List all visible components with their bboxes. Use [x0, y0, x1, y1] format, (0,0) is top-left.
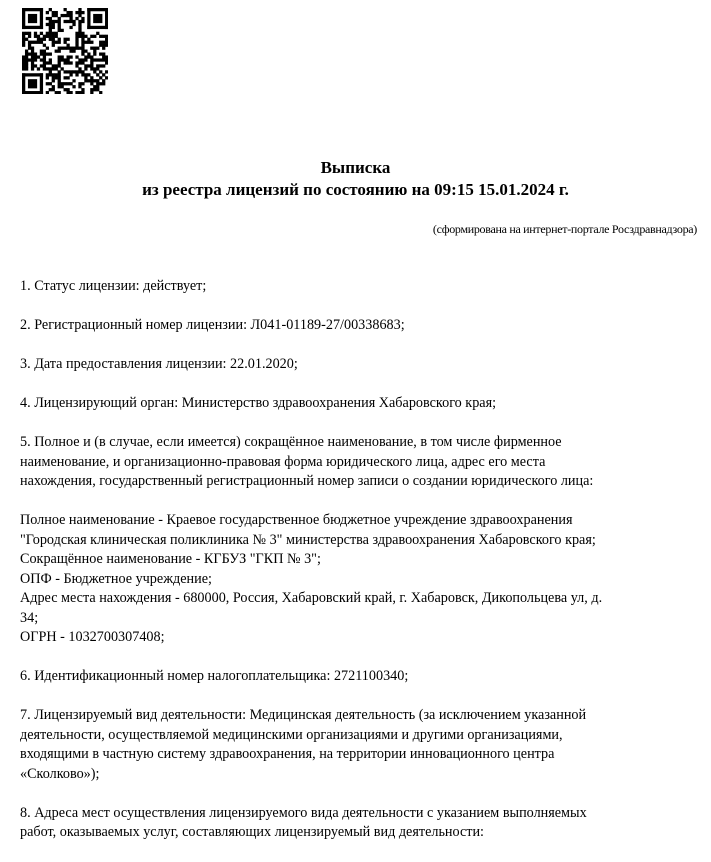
paragraph-line: «Сколково»);: [20, 765, 100, 782]
document-paragraph: [20, 433, 695, 492]
paragraph-line: 8. Адреса мест осуществления лицензируемого вида деятельности с указанием выполняемых: [20, 804, 587, 821]
paragraph-line: ОГРН - 1032700307408;: [20, 629, 165, 645]
document-subtitle: из реестра лицензий по состоянию на 09:15 15.01.2024 г.: [142, 180, 569, 199]
document-paragraph: [20, 316, 695, 336]
paragraph-line: нахождения, государственный регистрационный номер записи о создании юридического лица:: [20, 473, 594, 489]
document-paragraph: [20, 511, 695, 648]
document-paragraph: [20, 667, 695, 687]
paragraph-line: 1. Статус лицензии: действует;: [20, 278, 207, 294]
paragraph-line: 34;: [20, 609, 39, 626]
document-paragraph: [20, 706, 695, 784]
paragraph-line: "Городская клиническая поликлиника № 3" министерства здравоохранения Хабаровского края;: [20, 531, 596, 548]
document-title-block: [0, 157, 711, 201]
paragraph-line: деятельности, осуществляемой медицинскими организациями и другими организациями,: [20, 726, 563, 743]
document-body: [20, 277, 695, 862]
paragraph-line: 7. Лицензируемый вид деятельности: Медицинская деятельность (за исключением указанной: [20, 707, 587, 723]
paragraph-line: Сокращённое наименование - КГБУЗ "ГКП № 3";: [20, 551, 321, 567]
paragraph-line: Полное наименование - Краевое государственное бюджетное учреждение здравоохранения: [20, 512, 573, 528]
paragraph-line: 6. Идентификационный номер налогоплательщика: 2721100340;: [20, 668, 409, 684]
document-paragraph: [20, 804, 695, 843]
document-paragraph: [20, 277, 695, 297]
paragraph-line: Адрес места нахождения - 680000, Россия, Хабаровский край, г. Хабаровск, Дикопольцева ул, д.: [20, 590, 603, 606]
qr-code: [22, 8, 108, 94]
document-paragraph: [20, 355, 695, 375]
document-title: Выписка: [320, 158, 391, 177]
paragraph-line: входящими в частную систему здравоохранения, на территории инновационного центра: [20, 746, 555, 762]
document-paragraph: [20, 394, 695, 414]
paragraph-line: работ, оказываемых услуг, составляющих лицензируемый вид деятельности:: [20, 824, 484, 840]
source-note: (сформирована на интернет-портале Росздравнадзора): [432, 222, 697, 236]
paragraph-line: ОПФ - Бюджетное учреждение;: [20, 570, 212, 587]
paragraph-line: 5. Полное и (в случае, если имеется) сокращённое наименование, в том числе фирменное: [20, 434, 562, 450]
paragraph-line: наименование, и организационно-правовая форма юридического лица, адрес его места: [20, 453, 546, 470]
paragraph-line: 4. Лицензирующий орган: Министерство здравоохранения Хабаровского края;: [20, 395, 497, 411]
paragraph-line: 3. Дата предоставления лицензии: 22.01.2020;: [20, 356, 298, 372]
qr-code-icon: [22, 8, 108, 94]
paragraph-line: 2. Регистрационный номер лицензии: Л041-01189-27/00338683;: [20, 317, 405, 333]
